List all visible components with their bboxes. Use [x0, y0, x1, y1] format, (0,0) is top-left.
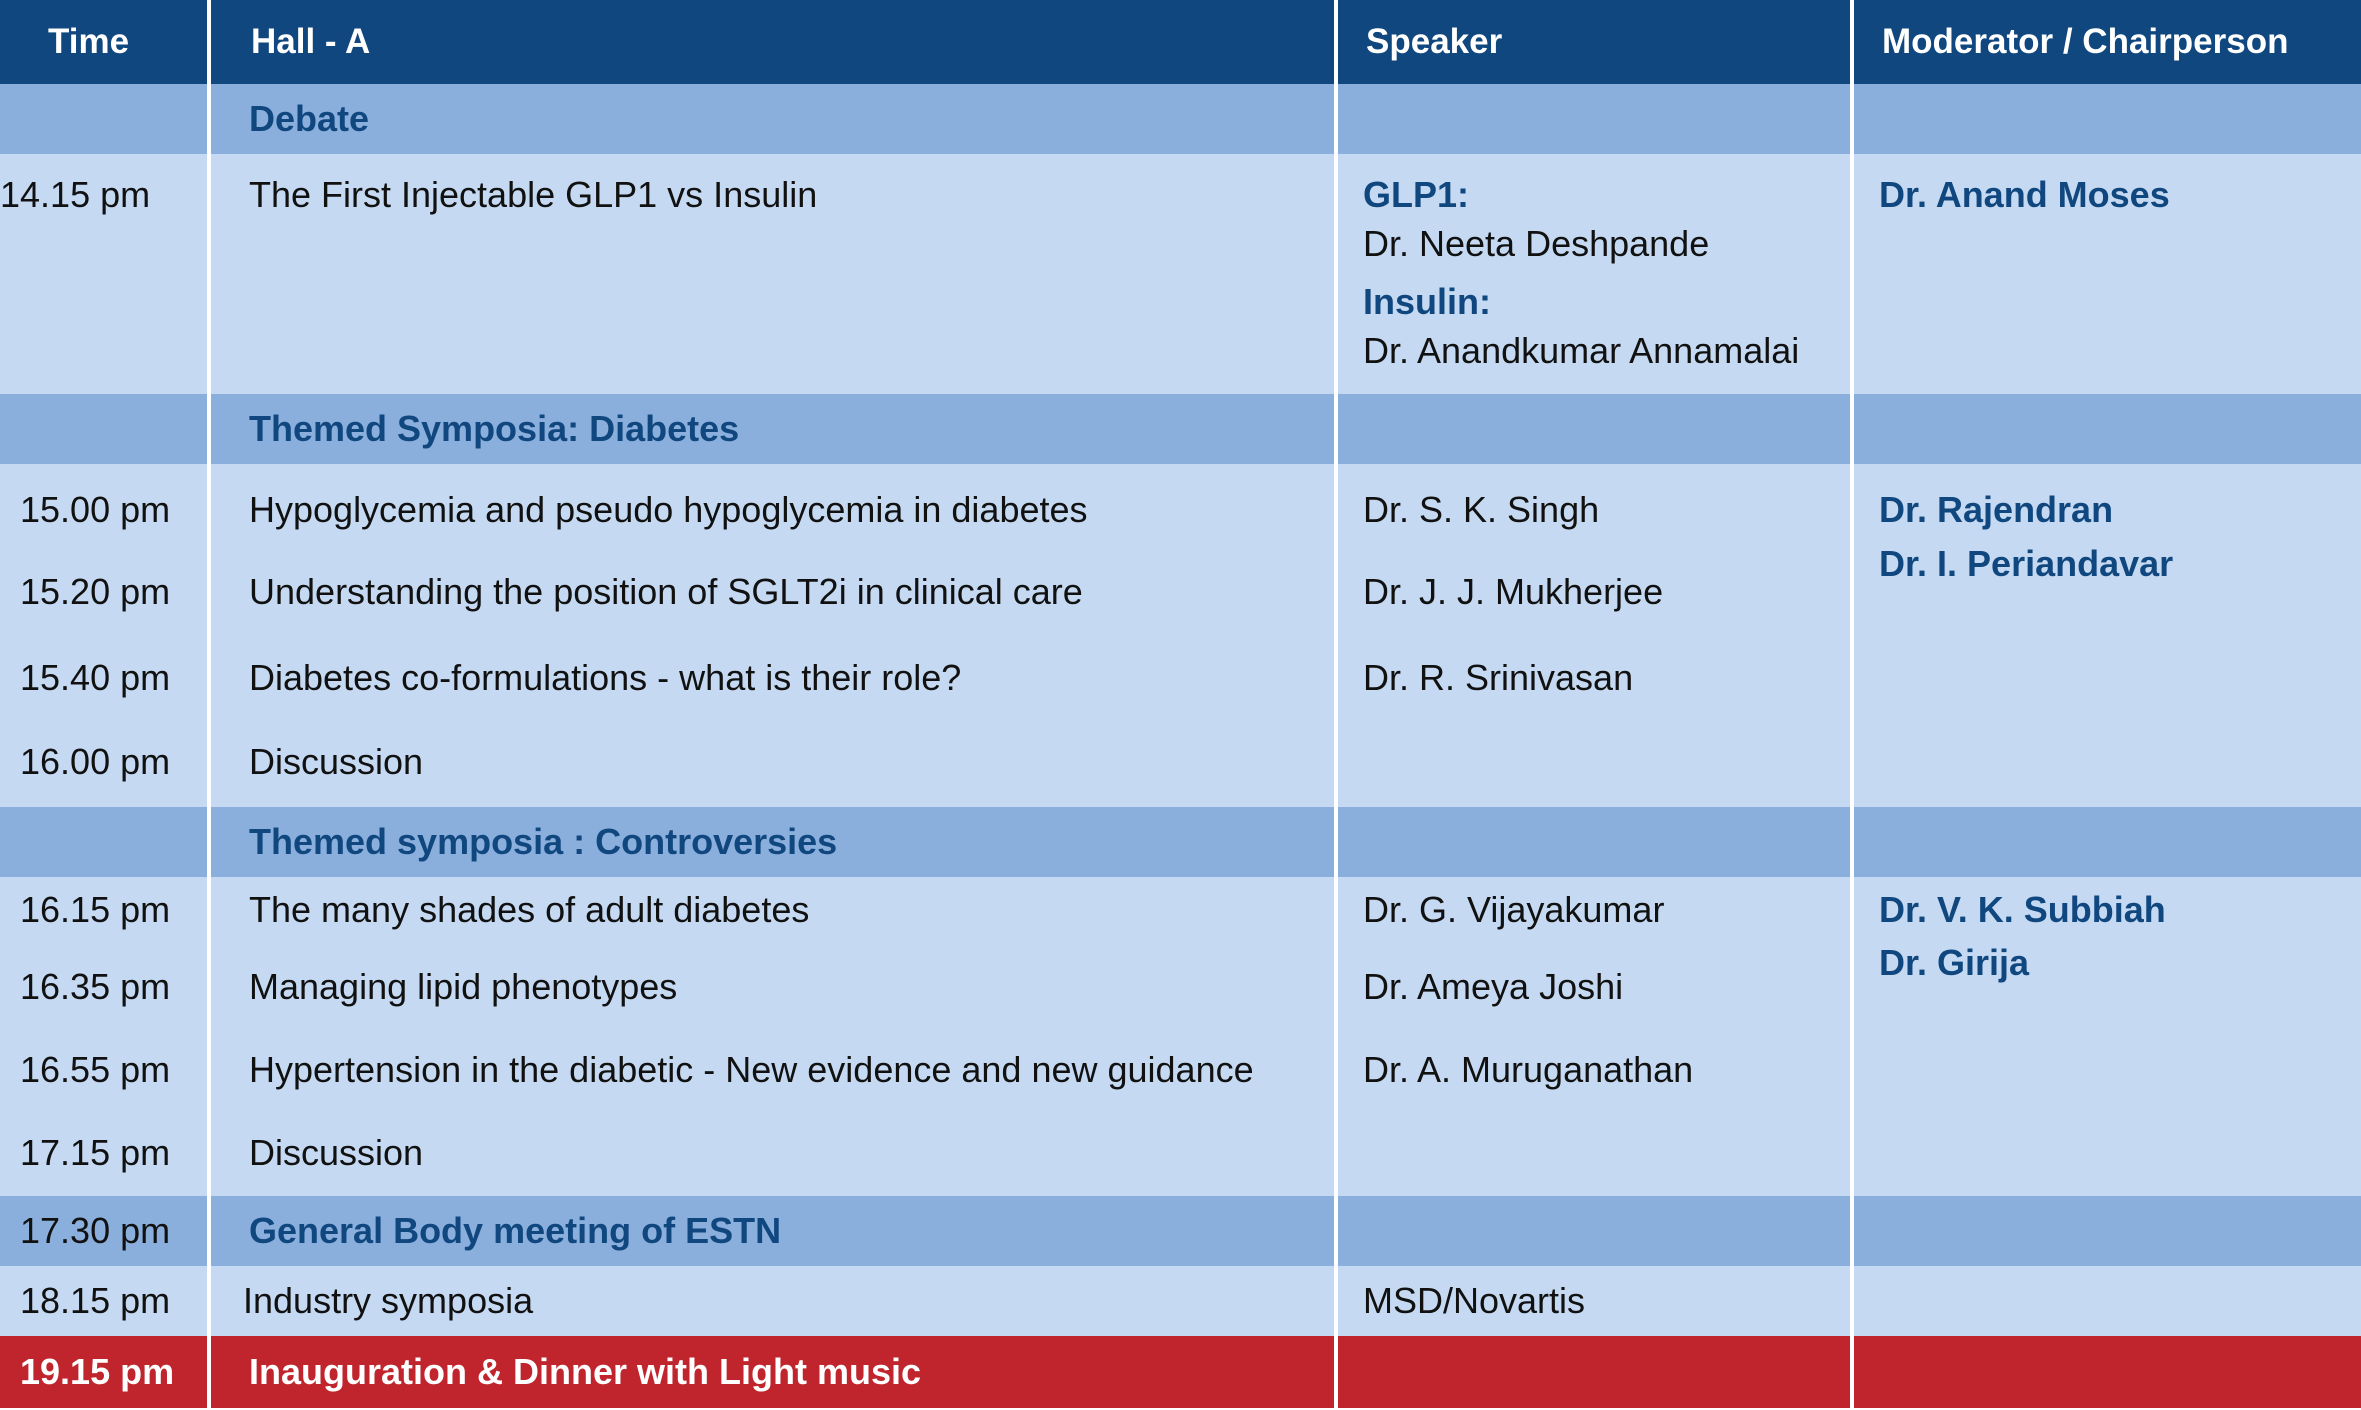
section-title-diabetes: Themed Symposia: Diabetes — [211, 394, 1334, 464]
debate-topic: The First Injectable GLP1 vs Insulin — [249, 174, 818, 215]
section-bar-moderator — [1854, 807, 2361, 877]
general-body-time: 17.30 pm — [0, 1196, 207, 1266]
general-body-speaker — [1338, 1196, 1850, 1266]
debate-speaker-glp1: Dr. Neeta Deshpande — [1363, 223, 1710, 264]
controversies-time-4: 17.15 pm — [20, 1132, 171, 1173]
diabetes-time-1: 15.00 pm — [20, 489, 171, 530]
diabetes-speaker-cell — [1338, 464, 1850, 807]
section-bar-speaker — [1338, 394, 1850, 464]
diabetes-speaker-2: Dr. J. J. Mukherjee — [1363, 571, 1664, 612]
header-hall: Hall - A — [211, 0, 1334, 84]
debate-time-cell — [0, 154, 207, 394]
diabetes-moderator-1: Dr. Rajendran — [1879, 489, 2114, 530]
debate-speaker-insulin: Dr. Anandkumar Annamalai — [1363, 330, 1800, 371]
debate-speaker-cell — [1338, 154, 1850, 394]
diabetes-speaker-3: Dr. R. Srinivasan — [1363, 657, 1634, 698]
industry-moderator — [1854, 1266, 2361, 1336]
section-title-debate: Debate — [211, 84, 1334, 154]
diabetes-topic-1: Hypoglycemia and pseudo hypoglycemia in diabetes — [249, 489, 1088, 530]
section-bar-moderator — [1854, 394, 2361, 464]
controversies-speaker-1: Dr. G. Vijayakumar — [1363, 889, 1665, 930]
header-moderator: Moderator / Chairperson — [1854, 0, 2361, 84]
diabetes-speaker-1: Dr. S. K. Singh — [1363, 489, 1600, 530]
diabetes-topic-cell — [211, 464, 1334, 807]
diabetes-moderator-2: Dr. I. Periandavar — [1879, 543, 2174, 584]
header-speaker: Speaker — [1338, 0, 1850, 84]
diabetes-topic-4: Discussion — [249, 741, 424, 782]
controversies-moderator-2: Dr. Girija — [1879, 942, 2030, 983]
diabetes-topic-2: Understanding the position of SGLT2i in clinical care — [249, 571, 1083, 612]
inauguration-moderator — [1854, 1336, 2361, 1408]
industry-topic: Industry symposia — [211, 1266, 1334, 1336]
controversies-moderator-cell — [1854, 877, 2361, 1196]
controversies-speaker-cell — [1338, 877, 1850, 1196]
controversies-speaker-2: Dr. Ameya Joshi — [1363, 966, 1624, 1007]
diabetes-moderator-cell — [1854, 464, 2361, 807]
industry-time: 18.15 pm — [0, 1266, 207, 1336]
controversies-topic-4: Discussion — [249, 1132, 424, 1173]
section-bar-speaker — [1338, 84, 1850, 154]
controversies-topic-cell — [211, 877, 1334, 1196]
section-bar-moderator — [1854, 84, 2361, 154]
debate-topic-cell — [211, 154, 1334, 394]
diabetes-time-cell — [0, 464, 207, 807]
industry-speaker: MSD/Novartis — [1338, 1266, 1850, 1336]
debate-speaker-label-insulin: Insulin: — [1363, 281, 1491, 322]
controversies-speaker-3: Dr. A. Muruganathan — [1363, 1049, 1694, 1090]
debate-moderator: Dr. Anand Moses — [1879, 174, 2170, 215]
controversies-topic-2: Managing lipid phenotypes — [249, 966, 678, 1007]
controversies-time-3: 16.55 pm — [20, 1049, 171, 1090]
diabetes-time-3: 15.40 pm — [20, 657, 171, 698]
diabetes-time-2: 15.20 pm — [20, 571, 171, 612]
section-title-controversies: Themed symposia : Controversies — [211, 807, 1334, 877]
section-bar-time — [0, 394, 207, 464]
controversies-time-1: 16.15 pm — [20, 889, 171, 930]
section-bar-speaker — [1338, 807, 1850, 877]
debate-time: 14.15 pm — [0, 174, 151, 215]
controversies-topic-3: Hypertension in the diabetic - New evidence and new guidance — [249, 1049, 1254, 1090]
controversies-topic-1: The many shades of adult diabetes — [249, 889, 810, 930]
diabetes-time-4: 16.00 pm — [20, 741, 171, 782]
inauguration-time: 19.15 pm — [0, 1336, 207, 1408]
diabetes-topic-3: Diabetes co-formulations - what is their role? — [249, 657, 962, 698]
debate-speaker-label-glp1: GLP1: — [1363, 174, 1470, 215]
section-bar-time — [0, 84, 207, 154]
general-body-title: General Body meeting of ESTN — [211, 1196, 1334, 1266]
controversies-moderator-1: Dr. V. K. Subbiah — [1879, 889, 2166, 930]
inauguration-title: Inauguration & Dinner with Light music — [211, 1336, 1334, 1408]
inauguration-speaker — [1338, 1336, 1850, 1408]
header-time: Time — [0, 0, 207, 84]
section-bar-time — [0, 807, 207, 877]
general-body-moderator — [1854, 1196, 2361, 1266]
controversies-time-2: 16.35 pm — [20, 966, 171, 1007]
debate-moderator-cell — [1854, 154, 2361, 394]
controversies-time-cell — [0, 877, 207, 1196]
